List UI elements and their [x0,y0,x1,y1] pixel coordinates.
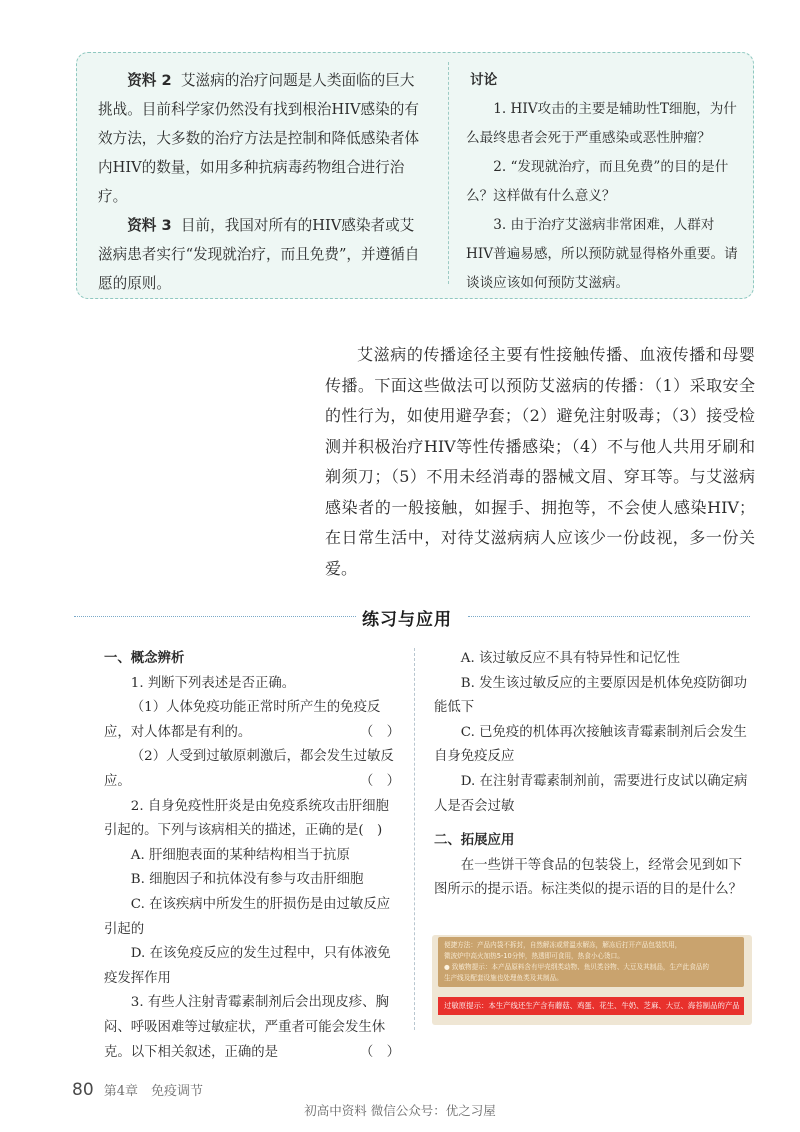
question-1-1: （1）人体免疫功能正常时所产生的免疫反应，对人体都是有利的。 [104,700,381,740]
label-line: ● 致敏物提示：本产品原料含有甲壳纲类动物、鱼贝类谷物、大豆及其制品，生产此食品的 [444,963,710,971]
question-2-option-c: C. 在该疾病中所发生的肝损伤是由过敏反应引起的 [104,896,391,937]
discussion-title: 讨论 [470,72,498,88]
question-2-option-a: A. 肝细胞表面的某种结构相当于抗原 [130,847,350,863]
material-3-label: 资料 3 [127,217,172,234]
answer-paren: （ ） [359,1044,400,1060]
question-3-option-c: C. 已免疫的机体再次接触该青霉素制剂后会发生自身免疫反应 [434,724,747,765]
answer-paren: （ ） [359,773,400,789]
question-2-option-d: D. 在该免疫反应的发生过程中，只有体液免疫发挥作用 [104,946,391,986]
column-divider [414,648,415,1030]
allergen-warning-strip: 过敏原提示：本生产线还生产含有蘑菇、鸡蛋、花生、牛奶、芝麻、大豆、海苔制品的产品 [438,997,744,1015]
exercise-right-column [434,647,752,903]
question-1-2: （2）人受到过敏原刺激后，都会发生过敏反应。 [104,749,394,789]
question-1: 1. 判断下列表述是否正确。 [130,675,296,691]
discussion-item: 3. 由于治疗艾滋病非常困难，人群对HIV普遍易感，所以预防就显得格外重要。请谈谈应该如何预防艾滋病。 [466,217,738,291]
discussion-block [466,66,738,298]
materials-text [98,66,428,298]
question-2-option-b: B. 细胞因子和抗体没有参与攻击肝细胞 [130,872,364,888]
section-rule-right [468,616,750,621]
question-3-option-a: A. 该过敏反应不具有特异性和记忆性 [460,651,680,666]
question-3-option-b: B. 发生该过敏反应的主要原因是机体免疫防御功能低下 [434,675,747,716]
question-2: 2. 自身免疫性肝炎是由免疫系统攻击肝细胞引起的。下列与该病相关的描述，正确的是( ) [104,798,389,839]
question-3: 3. 有些人注射青霉素制剂后会出现皮疹、胸闷、呼吸困难等过敏症状，严重者可能会发生休克。以下相关叙述，正确的是 [104,995,389,1060]
chapter-label: 第4章 免疫调节 [103,1084,204,1099]
part2-text: 在一些饼干等食品的包装袋上，经常会见到如下图所示的提示语。标注类似的提示语的目的是什么？ [434,857,742,898]
watermark: 初高中资料 微信公众号：优之习屋 [304,1103,496,1118]
label-line: 生产线及配套设施也处理鱼类及其制品。 [444,974,563,982]
page-number: 80 [72,1080,94,1100]
material-2-label: 资料 2 [127,72,172,89]
body-paragraph: 艾滋病的传播途径主要有性接触传播、血液传播和母婴传播。下面这些做法可以预防艾滋病的传播：（1）采取安全的性行为，如使用避孕套；（2）避免注射吸毒；（3）接受检测并积极治疗HIV等性传播感染；（4）不与他人共用牙刷和剃须刀；（5）不用未经消毒的器械文眉、穿耳等。与艾滋病感染者的一般接触，如握手、拥抱等，不会使人感染HIV；在日常生活中，对待艾滋病病人应该少一份歧视，多一份关爱。 [325,345,755,578]
part1-title: 一、概念辨析 [104,651,185,666]
exercise-left-column [104,647,400,1065]
label-line: 便捷方法：产品内袋不拆封，自然解冻或常温水解冻，解冻后打开产品包装饮用， [444,941,682,949]
body-paragraph-block [325,340,755,584]
page-footer [72,1080,203,1100]
material-3-text: 目前，我国对所有的HIV感染者或艾滋病患者实行“发现就治疗，而且免费”，并遵循自愿的原则。 [98,217,420,292]
question-3-option-d: D. 在注射青霉素制剂前，需要进行皮试以确定病人是否会过敏 [434,773,748,814]
part2-title: 二、拓展应用 [434,833,515,849]
section-title: 练习与应用 [362,610,452,630]
section-header [0,602,800,632]
package-label-instructions [438,937,744,987]
answer-paren: （ ） [359,724,400,740]
discussion-item: 1. HIV攻击的主要是辅助性T细胞，为什么最终患者会死于严重感染或恶性肿瘤？ [466,101,737,146]
section-rule-left [74,616,356,621]
package-label-image [432,935,752,1025]
label-line: 微波炉中高火加热5-10分钟，热透即可食用，热食小心烫口。 [444,952,624,960]
discussion-item: 2. “发现就治疗，而且免费”的目的是什么？这样做有什么意义？ [466,159,729,204]
material-2-text: 艾滋病的治疗问题是人类面临的巨大挑战。目前科学家仍然没有找到根治HIV感染的有效方法，大多数的治疗方法是控制和降低感染者体内HIV的数量，如用多种抗病毒药物组合进行治疗。 [98,72,420,205]
materials-divider [448,62,449,284]
